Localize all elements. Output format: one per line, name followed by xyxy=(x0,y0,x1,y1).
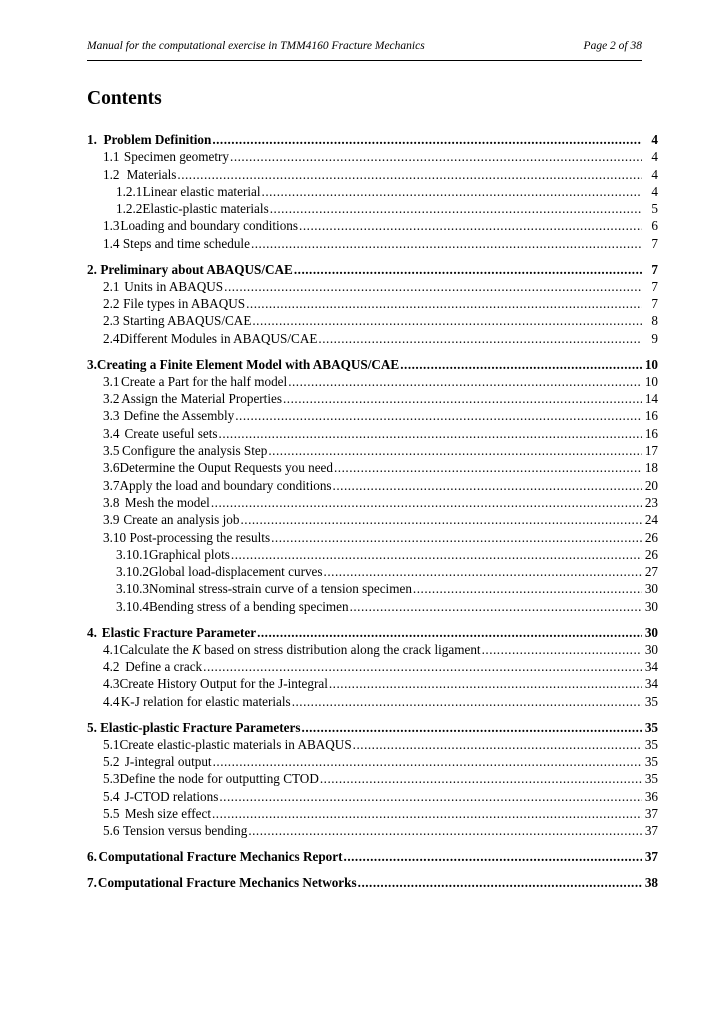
toc-entry-page: 16 xyxy=(644,408,658,424)
toc-entry-1-2-2[interactable] xyxy=(87,200,658,217)
toc-entry-3-5[interactable] xyxy=(87,442,658,459)
toc-entry-number: 2.4 xyxy=(103,330,120,346)
toc-dot-leader xyxy=(294,261,642,278)
toc-entry-3[interactable] xyxy=(87,356,658,373)
toc-entry-page: 37 xyxy=(644,805,658,821)
toc-dot-leader xyxy=(283,390,642,407)
toc-entry-number: 5.1 xyxy=(103,736,120,752)
toc-entry-title: Mesh size effect xyxy=(124,805,211,821)
toc-entry-4-4[interactable] xyxy=(87,693,658,710)
toc-entry-page: 23 xyxy=(644,494,658,510)
toc-entry-page: 35 xyxy=(644,736,658,752)
toc-entry-page: 20 xyxy=(644,477,658,493)
toc-entry-7[interactable] xyxy=(87,874,658,891)
toc-entry-title: Problem Definition xyxy=(103,132,212,147)
toc-entry-number: 3.10.2 xyxy=(116,564,149,580)
toc-entry-page: 4 xyxy=(651,149,658,165)
toc-entry-number: 5.4 xyxy=(103,788,120,804)
toc-entry-page: 30 xyxy=(644,598,658,614)
toc-dot-leader xyxy=(231,546,642,563)
toc-entry-title: Specimen geometry xyxy=(123,149,230,165)
toc-entry-1-2[interactable] xyxy=(87,166,658,183)
toc-dot-leader xyxy=(211,494,642,511)
toc-entry-1-1[interactable] xyxy=(87,148,658,165)
header-rule xyxy=(87,60,642,61)
toc-entry-title: Loading and boundary conditions xyxy=(120,218,299,234)
toc-dot-leader xyxy=(252,312,642,329)
toc-dot-leader xyxy=(350,598,642,615)
toc-entry-number: 4. xyxy=(87,624,97,640)
toc-entry-number: 4.1 xyxy=(103,641,120,657)
toc-entry-page: 7 xyxy=(651,296,658,312)
toc-entry-4-3[interactable] xyxy=(87,675,658,692)
toc-entry-1-2-1[interactable] xyxy=(87,183,658,200)
toc-entry-number: 3.1 xyxy=(103,373,120,389)
toc-dot-leader xyxy=(292,693,642,710)
toc-entry-title: Define a crack xyxy=(125,659,203,675)
toc-dot-leader xyxy=(262,183,642,200)
toc-section-gap xyxy=(87,840,658,849)
toc-entry-title: J-integral output xyxy=(124,754,212,770)
toc-entry-page: 10 xyxy=(644,356,658,372)
toc-entry-title: Determine the Ouput Requests you need xyxy=(119,460,333,476)
toc-entry-page: 35 xyxy=(644,771,658,787)
toc-entry-page: 37 xyxy=(644,823,658,839)
toc-dot-leader xyxy=(482,641,642,658)
toc-entry-page: 30 xyxy=(644,624,658,640)
toc-entry-title: Elastic-plastic materials xyxy=(142,201,269,217)
toc-dot-leader xyxy=(219,788,642,805)
toc-entry-number: 3.6 xyxy=(103,460,120,476)
toc-entry-page: 34 xyxy=(644,659,658,675)
toc-entry-5-4[interactable] xyxy=(87,788,658,805)
toc-entry-title: Define the node for outputting CTOD xyxy=(119,771,319,787)
toc-entry-page: 4 xyxy=(651,183,658,199)
toc-entry-page: 7 xyxy=(651,235,658,251)
toc-dot-leader xyxy=(248,822,642,839)
toc-entry-title: Computational Fracture Mechanics Networks xyxy=(97,874,357,890)
toc-entry-number: 3. xyxy=(87,356,97,372)
toc-entry-3-6[interactable] xyxy=(87,459,658,476)
toc-entry-title: Preliminary about ABAQUS/CAE xyxy=(100,261,293,277)
toc-entry-4-2[interactable] xyxy=(87,658,658,675)
toc-entry-page: 30 xyxy=(644,581,658,597)
toc-entry-number: 1.2.2 xyxy=(116,201,143,217)
toc-entry-5-3[interactable] xyxy=(87,770,658,787)
toc-entry-4[interactable] xyxy=(87,624,658,641)
toc-dot-leader xyxy=(230,148,642,165)
running-header xyxy=(87,40,642,58)
toc-entry-number: 1.4 xyxy=(103,235,120,251)
toc-entry-number: 1. xyxy=(87,132,97,147)
toc-entry-page: 26 xyxy=(644,529,658,545)
toc-entry-number: 3.10.3 xyxy=(116,581,149,597)
toc-entry-3-7[interactable] xyxy=(87,477,658,494)
toc-entry-number: 3.5 xyxy=(103,443,120,459)
toc-entry-number: 3.4 xyxy=(103,425,120,441)
toc-dot-leader xyxy=(213,753,642,770)
toc-entry-number: 3.2 xyxy=(103,391,120,407)
toc-entry-page: 35 xyxy=(644,693,658,709)
toc-entry-page: 14 xyxy=(644,391,658,407)
toc-dot-leader xyxy=(270,200,642,217)
toc-entry-3-2[interactable] xyxy=(87,390,658,407)
toc-entry-page: 4 xyxy=(651,132,658,147)
toc-dot-leader xyxy=(235,407,642,424)
toc-entry-title: Nominal stress-strain curve of a tension specimen xyxy=(148,581,412,597)
toc-entry-4-1[interactable] xyxy=(87,641,658,658)
toc-entry-1-4[interactable] xyxy=(87,235,658,252)
toc-entry-page: 35 xyxy=(644,754,658,770)
toc-entry-page: 10 xyxy=(644,373,658,389)
toc-dot-leader xyxy=(302,719,642,736)
toc-entry-3-1[interactable] xyxy=(87,373,658,390)
toc-entry-title: Linear elastic material xyxy=(142,183,261,199)
toc-entry-title: Global load-displacement curves xyxy=(148,564,323,580)
toc-entry-title: Post-processing the results xyxy=(129,529,271,545)
toc-dot-leader xyxy=(257,624,642,641)
toc-dot-leader xyxy=(219,425,642,442)
toc-entry-2[interactable] xyxy=(87,261,658,278)
toc-entry-title: Configure the analysis Step xyxy=(121,443,268,459)
toc-entry-number: 1.2.1 xyxy=(116,183,143,199)
toc-dot-leader xyxy=(320,770,642,787)
toc-entry-page: 30 xyxy=(644,641,658,657)
toc-section-gap xyxy=(87,615,658,624)
toc-entry-number: 3.7 xyxy=(103,477,120,493)
toc-dot-leader xyxy=(413,580,642,597)
toc-entry-page: 7 xyxy=(651,278,658,294)
toc-section-gap xyxy=(87,347,658,356)
toc-entry-title: J-CTOD relations xyxy=(124,788,219,804)
toc-entry-title: Create an analysis job xyxy=(123,512,240,528)
toc-entry-number: 3.8 xyxy=(103,494,120,510)
toc-entry-page: 36 xyxy=(644,788,658,804)
toc-entry-title: Graphical plots xyxy=(148,546,230,562)
toc-entry-page: 9 xyxy=(651,330,658,346)
toc-entry-page: 4 xyxy=(651,166,658,182)
toc-dot-leader xyxy=(299,217,642,234)
toc-entry-number: 2. xyxy=(87,261,97,277)
toc-entry-number: 3.10.1 xyxy=(116,546,149,562)
toc-entry-page: 24 xyxy=(644,512,658,528)
toc-entry-3-10-2[interactable] xyxy=(87,563,658,580)
toc-entry-5-6[interactable] xyxy=(87,822,658,839)
toc-dot-leader xyxy=(246,295,642,312)
toc-entry-page: 34 xyxy=(644,676,658,692)
toc-entry-title: Mesh the model xyxy=(124,494,210,510)
toc-dot-leader xyxy=(318,330,642,347)
toc-entry-title: Materials xyxy=(126,166,177,182)
toc-entry-1-3[interactable] xyxy=(87,217,658,234)
toc-entry-number: 4.4 xyxy=(103,693,120,709)
toc-entry-6[interactable] xyxy=(87,848,658,865)
toc-entry-title: Elastic Fracture Parameter xyxy=(101,624,257,640)
toc-dot-leader xyxy=(344,848,642,865)
toc-entry-page: 35 xyxy=(644,719,658,735)
toc-entry-title: Different Modules in ABAQUS/CAE xyxy=(119,330,318,346)
toc-dot-leader xyxy=(240,511,642,528)
toc-entry-3-10-3[interactable] xyxy=(87,580,658,597)
toc-entry-page: 8 xyxy=(651,313,658,329)
toc-entry-page: 7 xyxy=(651,261,658,277)
toc-entry-title: Elastic-plastic Fracture Parameters xyxy=(100,719,301,735)
toc-entry-page: 16 xyxy=(644,425,658,441)
toc-entry-title: Units in ABAQUS xyxy=(124,278,224,294)
toc-entry-page: 26 xyxy=(644,546,658,562)
toc-entry-3-3[interactable] xyxy=(87,407,658,424)
toc-entry-number: 5.6 xyxy=(103,823,120,839)
toc-entry-number: 4.3 xyxy=(103,676,120,692)
table-of-contents xyxy=(87,131,658,891)
toc-entry-title: Apply the load and boundary conditions xyxy=(119,477,332,493)
toc-entry-3-10-1[interactable] xyxy=(87,546,658,563)
toc-dot-leader xyxy=(334,459,642,476)
toc-entry-page: 17 xyxy=(644,443,658,459)
toc-entry-3-10-4[interactable] xyxy=(87,598,658,615)
toc-dot-leader xyxy=(271,529,642,546)
toc-entry-number: 6. xyxy=(87,849,97,865)
toc-entry-5-5[interactable] xyxy=(87,805,658,822)
header-title: Manual for the computational exercise in TMM4160 Fracture Mechanics xyxy=(87,40,425,52)
toc-entry-title: File types in ABAQUS xyxy=(123,296,246,312)
toc-entry-number: 3.9 xyxy=(103,512,120,528)
toc-entry-number: 5.5 xyxy=(103,805,120,821)
toc-entry-5-1[interactable] xyxy=(87,736,658,753)
toc-entry-number: 5.3 xyxy=(103,771,120,787)
toc-entry-page: 18 xyxy=(644,460,658,476)
toc-entry-title: Bending stress of a bending specimen xyxy=(148,598,349,614)
toc-section-gap xyxy=(87,865,658,874)
toc-dot-leader xyxy=(358,874,642,891)
toc-entry-2-3[interactable] xyxy=(87,312,658,329)
toc-dot-leader xyxy=(288,373,642,390)
toc-entry-5[interactable] xyxy=(87,719,658,736)
toc-entry-number: 1.3 xyxy=(103,218,120,234)
toc-entry-2-2[interactable] xyxy=(87,295,658,312)
toc-entry-title: Computational Fracture Mechanics Report xyxy=(98,849,343,865)
toc-entry-2-1[interactable] xyxy=(87,278,658,295)
toc-entry-page: 27 xyxy=(644,564,658,580)
toc-entry-page: 38 xyxy=(644,874,658,890)
toc-entry-title: Steps and time schedule xyxy=(122,235,250,251)
toc-entry-3-4[interactable] xyxy=(87,425,658,442)
toc-section-gap xyxy=(87,252,658,261)
toc-entry-3-9[interactable] xyxy=(87,511,658,528)
toc-entry-number: 7. xyxy=(87,874,97,890)
toc-entry-number: 1.1 xyxy=(103,149,120,165)
toc-entry-title: Starting ABAQUS/CAE xyxy=(122,313,252,329)
toc-entry-title: Create useful sets xyxy=(124,425,218,441)
toc-entry-1[interactable] xyxy=(87,131,658,148)
toc-dot-leader xyxy=(333,477,642,494)
toc-entry-number: 3.10 xyxy=(103,529,127,545)
toc-dot-leader xyxy=(324,563,642,580)
toc-dot-leader xyxy=(251,235,642,252)
toc-entry-number: 5. xyxy=(87,719,97,735)
toc-entry-3-10[interactable] xyxy=(87,529,658,546)
toc-entry-title: Assign the Material Properties xyxy=(121,391,282,407)
toc-entry-title: Create a Part for the half model xyxy=(120,373,288,389)
toc-entry-title: Calculate the K based on stress distribution along the crack ligament xyxy=(119,641,481,657)
toc-dot-leader xyxy=(212,131,642,148)
toc-entry-number: 1.2 xyxy=(103,166,120,182)
toc-entry-page: 6 xyxy=(651,218,658,234)
toc-entry-number: 2.3 xyxy=(103,313,120,329)
toc-entry-title: Define the Assembly xyxy=(123,408,235,424)
toc-dot-leader xyxy=(268,442,642,459)
page-title: Contents xyxy=(87,88,162,109)
toc-entry-number: 4.2 xyxy=(103,659,120,675)
toc-entry-number: 5.2 xyxy=(103,754,120,770)
toc-entry-number: 2.1 xyxy=(103,278,120,294)
toc-dot-leader xyxy=(203,658,642,675)
toc-entry-title: K-J relation for elastic materials xyxy=(120,693,291,709)
toc-section-gap xyxy=(87,710,658,719)
toc-entry-title: Creating a Finite Element Model with ABAQUS/CAE xyxy=(96,356,400,372)
header-page-number: Page 2 of 38 xyxy=(583,40,642,52)
toc-entry-3-8[interactable] xyxy=(87,494,658,511)
toc-entry-number: 3.3 xyxy=(103,408,120,424)
toc-entry-number: 2.2 xyxy=(103,296,120,312)
toc-dot-leader xyxy=(212,805,642,822)
toc-dot-leader xyxy=(353,736,642,753)
toc-dot-leader xyxy=(329,675,642,692)
toc-dot-leader xyxy=(177,166,642,183)
toc-entry-page: 5 xyxy=(651,201,658,217)
toc-entry-5-2[interactable] xyxy=(87,753,658,770)
toc-entry-2-4[interactable] xyxy=(87,330,658,347)
toc-entry-page: 37 xyxy=(644,849,658,865)
toc-entry-number: 3.10.4 xyxy=(116,598,149,614)
toc-entry-title: Create elastic-plastic materials in ABAQUS xyxy=(119,736,352,752)
toc-entry-title: Tension versus bending xyxy=(122,823,248,839)
toc-dot-leader xyxy=(224,278,642,295)
toc-entry-title: Create History Output for the J-integral xyxy=(119,676,328,692)
toc-dot-leader xyxy=(400,356,642,373)
